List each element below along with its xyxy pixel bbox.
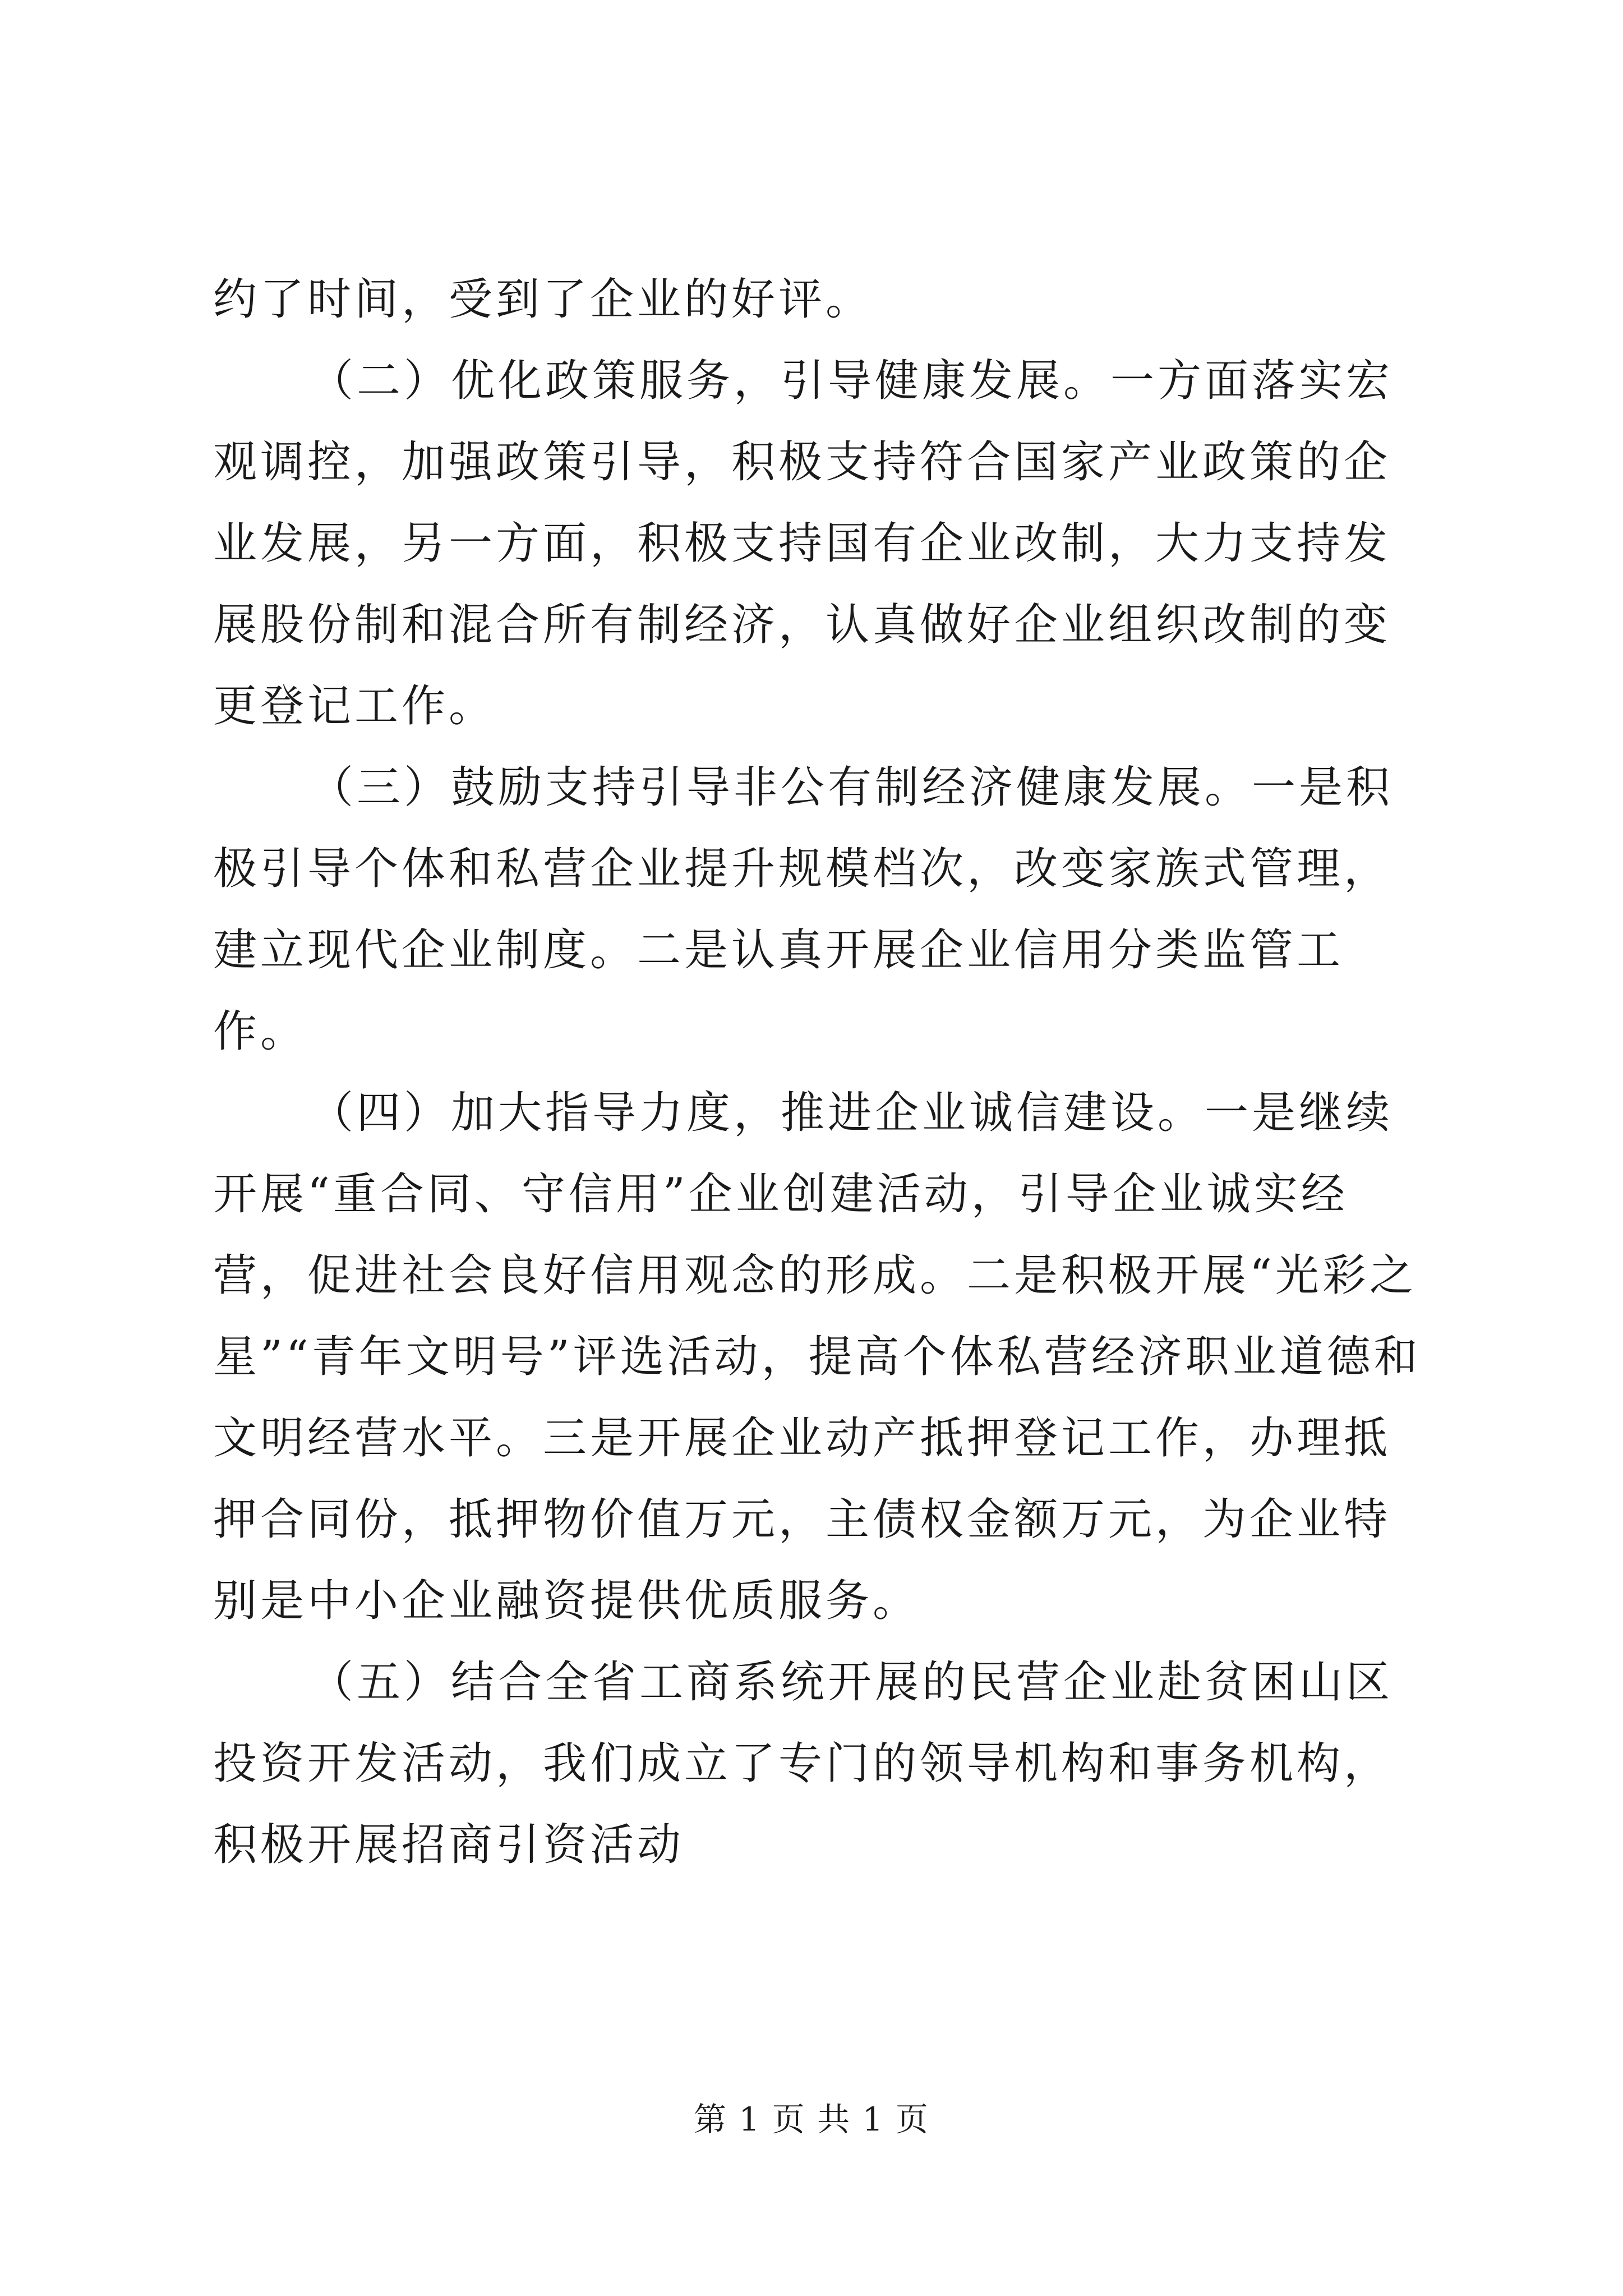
paragraph-section-4: （四）加大指导力度，推进企业诚信建设。一是继续开展“重合同、守信用”企业创建活动，引导企业诚实经营，促进社会良好信用观念的形成。二是积极开展“光彩之星”“青年文明号”评选活动，提高个体私营经济职业道德和文明经营水平。三是开展企业动产抵押登记工作，办理抵押合同份，抵押物价值万元，主债权金额万元，为企业特别是中小企业融资提供优质服务。 [213,1088,1421,1626]
paragraph-section-3: （三）鼓励支持引导非公有制经济健康发展。一是积极引导个体和私营企业提升规模档次，改变家族式管理，建立现代企业制度。二是认真开展企业信用分类监管工作。 [213,762,1394,1057]
page-number-footer: 第 1 页 共 1 页 [694,2100,929,2138]
paragraph-section-2: （二）优化政策服务，引导健康发展。一方面落实宏观调控，加强政策引导，积极支持符合国家产业政策的企业发展，另一方面，积极支持国有企业改制，大力支持发展股份制和混合所有制经济，认真做好企业组织改制的变更登记工作。 [213,356,1394,731]
paragraph-continuation: 约了时间，受到了企业的好评。 [213,274,873,325]
paragraph-section-5: （五）结合全省工商系统开展的民营企业赴贫困山区投资开发活动，我们成立了专门的领导机构和事务机构，积极开展招商引资活动 [213,1657,1394,1870]
document-body [213,259,1424,1886]
